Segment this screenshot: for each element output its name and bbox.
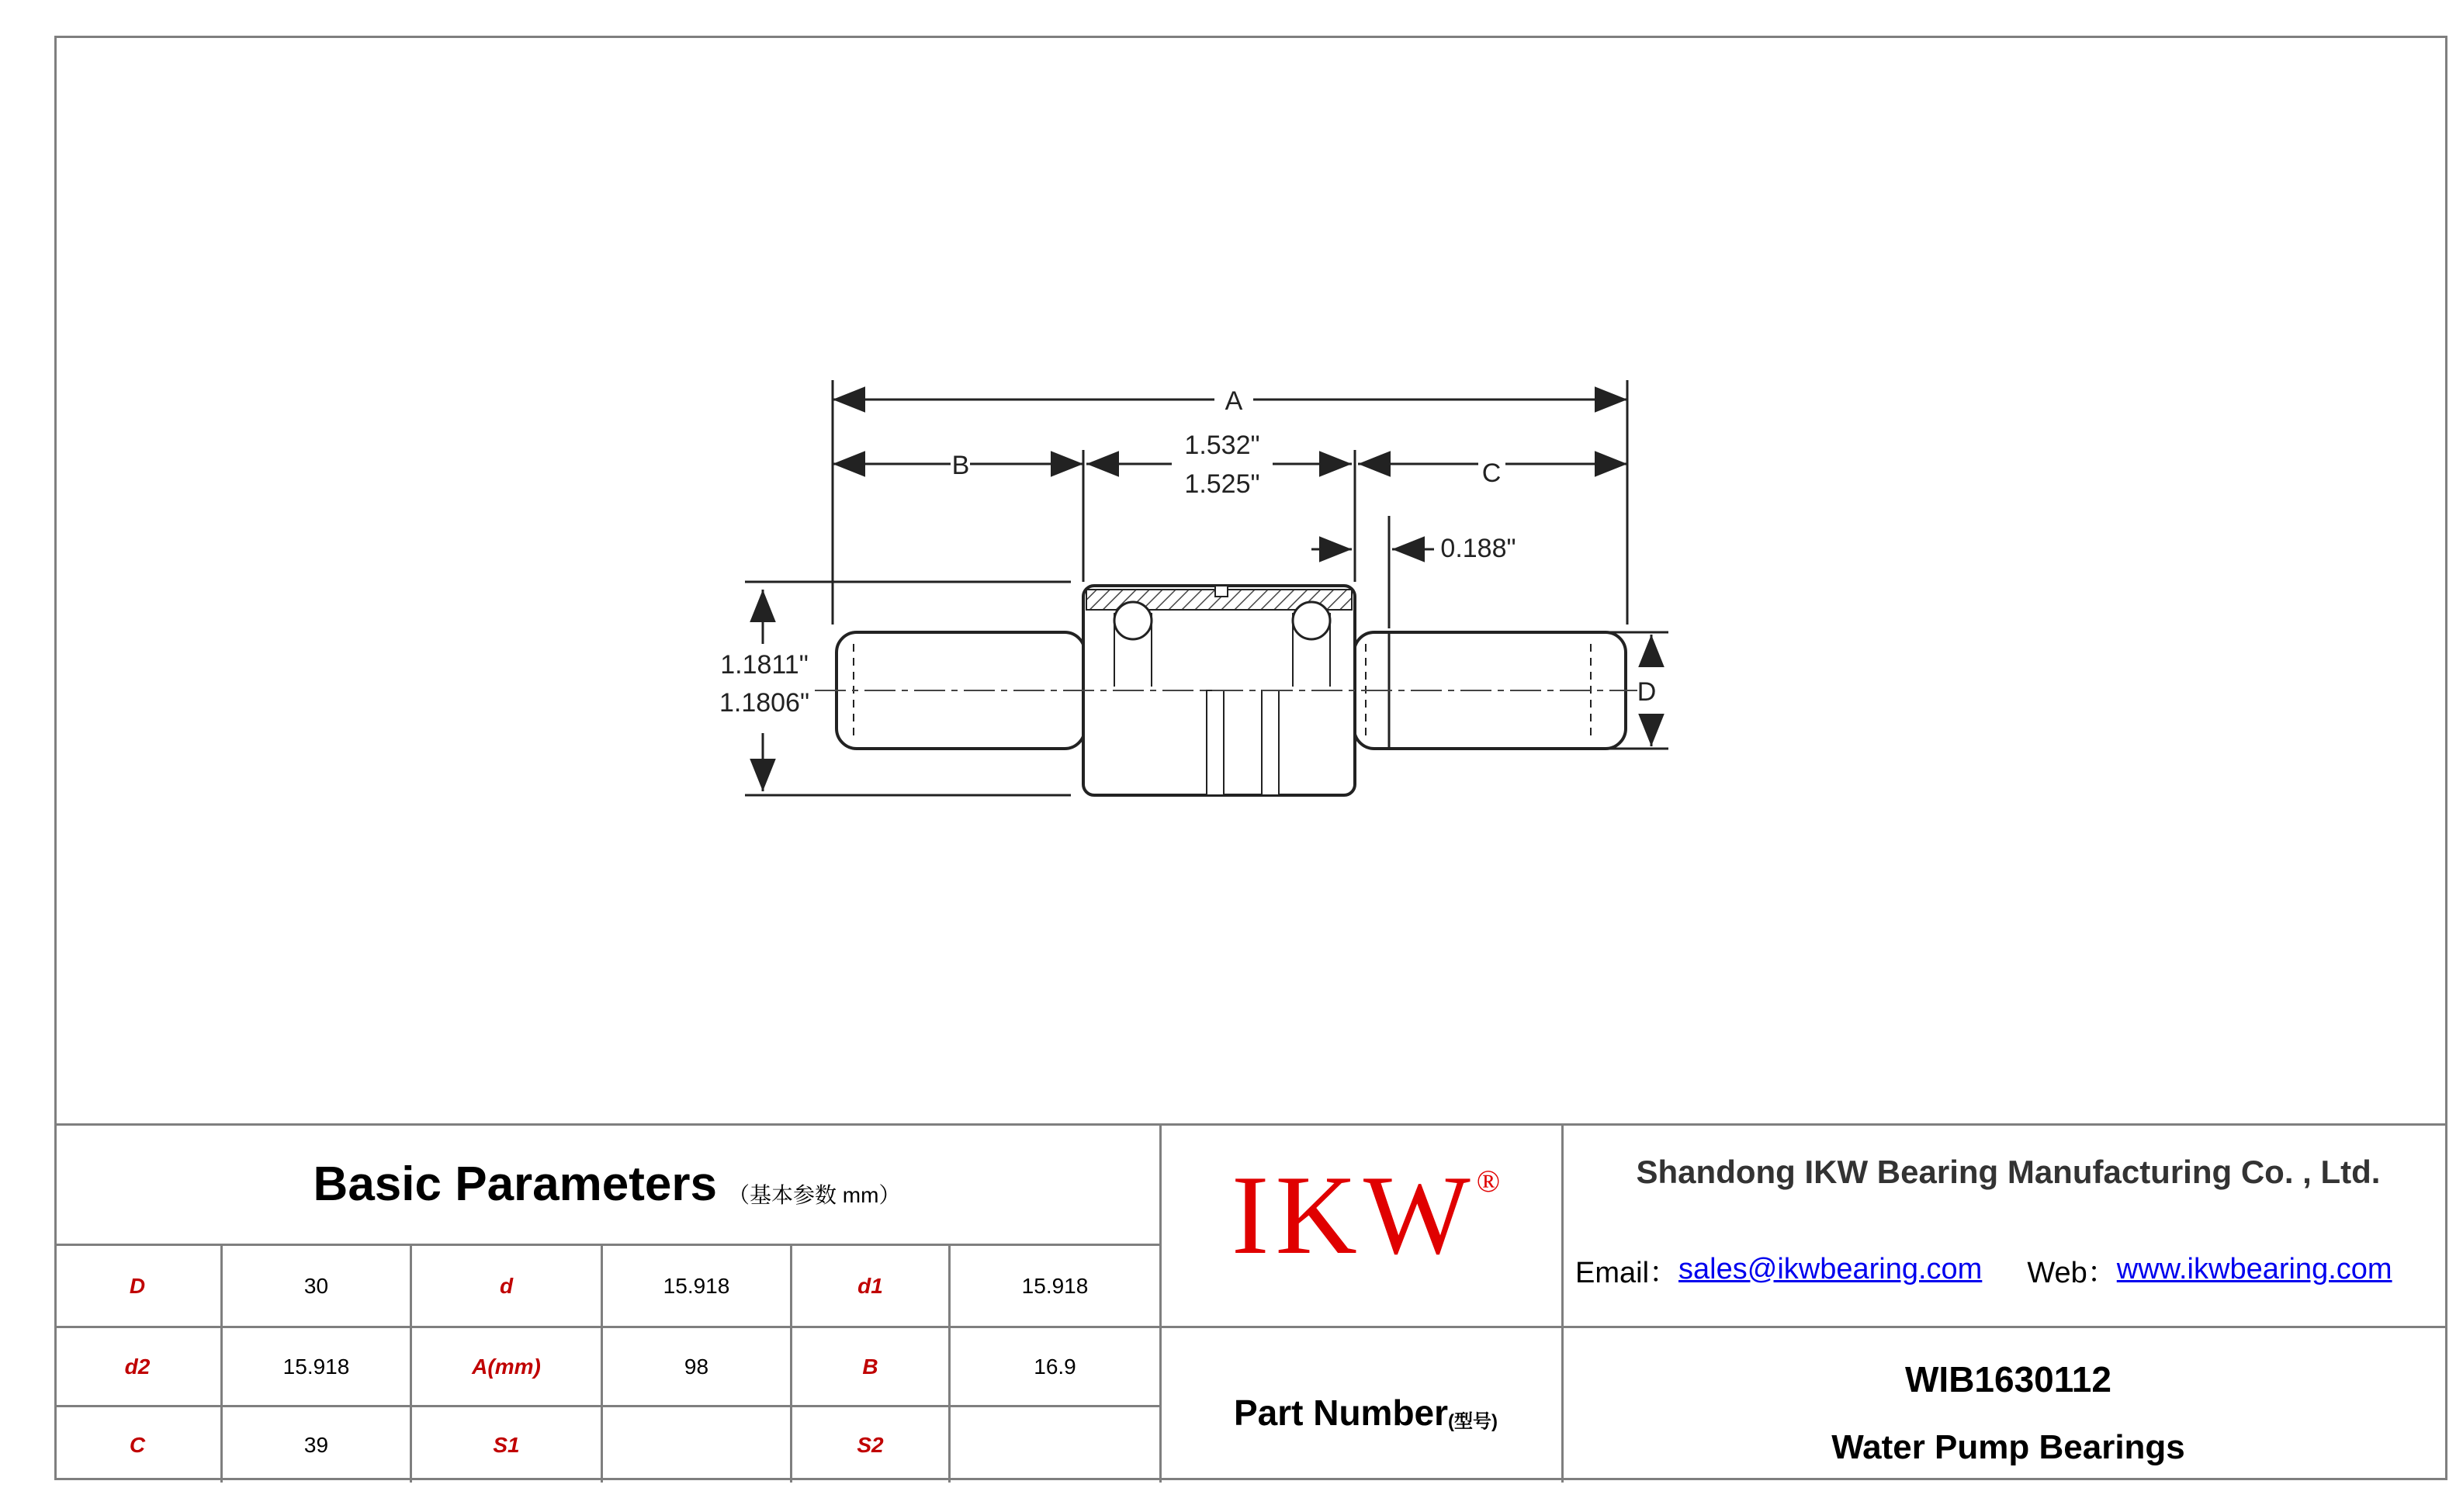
param-value-S1 (603, 1407, 790, 1483)
param-value-A: 98 (684, 1354, 709, 1379)
part-description: Water Pump Bearings (1831, 1428, 2185, 1466)
company-name: Shandong IKW Bearing Manufacturing Co. , Ltd. (1636, 1154, 2381, 1190)
param-label-d2: d2 (124, 1354, 151, 1379)
param-label-D: D (129, 1273, 146, 1298)
title-block (54, 1123, 2447, 1480)
param-value-D: 30 (303, 1273, 329, 1298)
dim-od-max: 1.1811" (720, 650, 809, 680)
part-number-label (1164, 1343, 1568, 1483)
dim-label-a: A (1225, 386, 1243, 416)
param-label-d: d (499, 1273, 514, 1298)
basic-parameters-heading: Basic Parameters (313, 1157, 718, 1211)
param-value-C: 39 (303, 1432, 329, 1457)
param-label-d1: d1 (857, 1273, 883, 1298)
email-link[interactable]: sales@ikwbearing.com (1678, 1252, 1983, 1285)
dim-od-min: 1.1806" (719, 688, 810, 718)
param-label-A: A(mm) (472, 1354, 541, 1379)
dim-label-d: D (1637, 677, 1657, 707)
logo-registered-mark: ® (1476, 1164, 1501, 1199)
dim-width-max: 1.532" (1184, 431, 1260, 460)
bearing-body (815, 586, 1637, 795)
basic-parameters-units: （基本参数 mm） (728, 1183, 901, 1207)
part-number-label-text: Part Number (1233, 1393, 1449, 1433)
param-value-S2 (951, 1407, 1159, 1483)
param-label-C: C (129, 1432, 146, 1457)
basic-parameters-title (54, 1126, 1159, 1242)
logo-brand: IKW (1231, 1152, 1477, 1278)
web-label: Web： (2027, 1256, 2117, 1289)
param-label-S2: S2 (857, 1432, 884, 1457)
contact-line (1575, 1242, 2447, 1296)
param-label-S1: S1 (493, 1432, 520, 1457)
email-label: Email： (1575, 1256, 1679, 1289)
param-value-d1: 15.918 (1021, 1273, 1089, 1298)
param-value-d2: 15.918 (282, 1354, 350, 1379)
param-value-B: 16.9 (1034, 1354, 1076, 1379)
dim-width-min: 1.525" (1184, 469, 1260, 499)
web-link[interactable]: www.ikwbearing.com (2116, 1252, 2392, 1285)
part-number-label-sub: (型号) (1448, 1410, 1498, 1432)
param-label-B: B (862, 1354, 878, 1379)
dim-label-b: B (951, 451, 970, 480)
dim-offset: 0.188" (1440, 534, 1516, 563)
part-number-value: WIB1630112 (1905, 1359, 2111, 1400)
dim-label-c: C (1481, 458, 1502, 488)
ikw-logo (1164, 1152, 1568, 1278)
param-value-d: 15.918 (663, 1273, 730, 1298)
